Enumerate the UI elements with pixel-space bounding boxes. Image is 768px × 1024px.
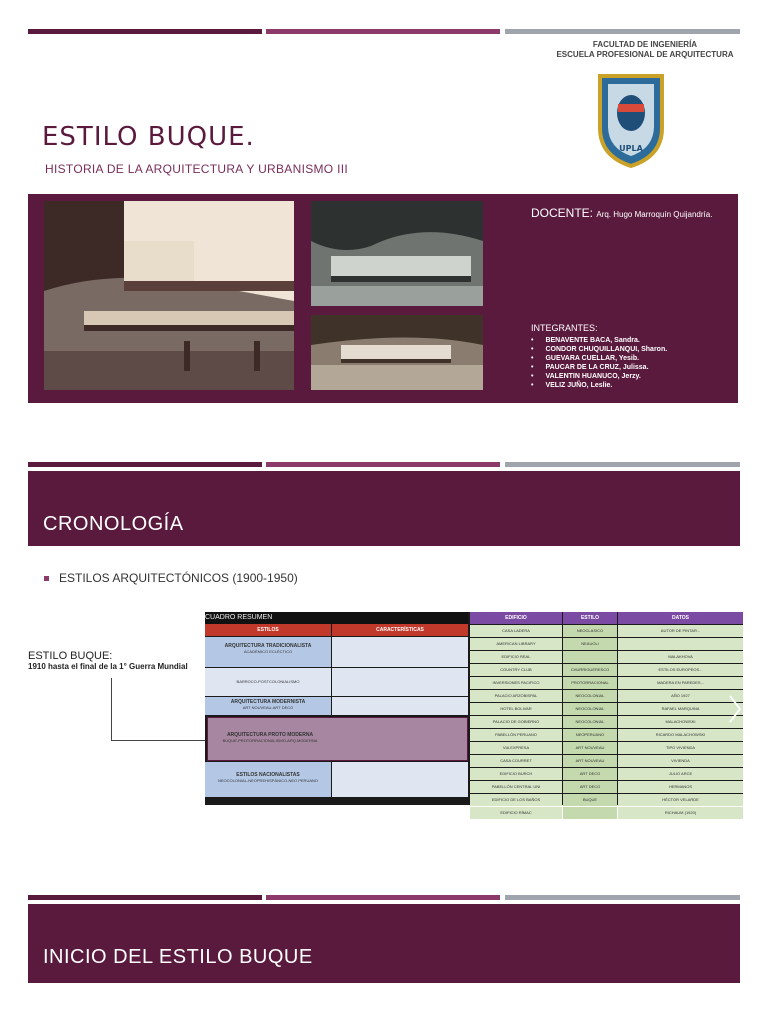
integrantes-label: INTEGRANTES:	[531, 323, 598, 333]
table-cell: RICHAUM (1920)	[618, 807, 743, 819]
table-cell: PABELLÓN CENTRAL UNI	[470, 781, 562, 793]
bullet-icon	[44, 576, 49, 581]
style-cell	[209, 733, 331, 753]
docente-line	[531, 206, 712, 220]
table-cell	[618, 638, 743, 650]
divider-bar	[28, 895, 262, 900]
characteristics-cell	[332, 762, 468, 797]
list-item: • VALENTIN HUANUCO, Jerzy.	[531, 372, 667, 381]
table-cell: NEOPERUANO	[563, 729, 617, 741]
table-cell: EDIFICIO RÍMAC	[470, 807, 562, 819]
table-cell: CASA COURRET	[470, 755, 562, 767]
style-cell	[205, 697, 331, 715]
table-title: CUADRO RESUMEN	[205, 612, 468, 624]
list-item: • CONDOR CHUQUILLANQUI, Sharon.	[531, 345, 667, 354]
table-cell: TIPO VIVIENDA	[618, 742, 743, 754]
table-cell: VIVIENDA	[618, 755, 743, 767]
summary-table	[205, 612, 743, 815]
callout-text: 1910 hasta el final de la 1° Guerra Mundial	[28, 662, 188, 671]
next-arrow-icon[interactable]	[728, 694, 742, 724]
callout-title: ESTILO BUQUE:	[28, 650, 113, 662]
divider-bar	[505, 895, 740, 900]
table-cell: RAFAEL MARQUINA	[618, 703, 743, 715]
divider-bar	[505, 462, 740, 467]
table-cell: COUNTRY CLUB	[470, 664, 562, 676]
table-cell: AÑO 1927	[618, 690, 743, 702]
table-cell: HOTEL BOLIVAR	[470, 703, 562, 715]
section-banner	[28, 904, 740, 983]
table-cell: EDIFICIO REAL	[470, 651, 562, 663]
table-header: DATOS	[618, 612, 743, 624]
table-cell: HERMANOS	[618, 781, 743, 793]
table-cell: PALACIO ARZOBISPAL	[470, 690, 562, 702]
table-cell: ART NOUVEAU	[563, 755, 617, 767]
style-name: ESTILOS NACIONALISTAS	[236, 772, 300, 778]
style-sub: BUQUE-PROTORRACIONALISMO-ARQ.MODERNA	[222, 738, 318, 743]
table-cell: MALAKHOVA	[618, 651, 743, 663]
list-item: • PAUCAR DE LA CRUZ, Julissa.	[531, 363, 667, 372]
page-subtitle: HISTORIA DE LA ARQUITECTURA Y URBANISMO III	[45, 162, 348, 176]
table-cell: NEOCLASICO	[563, 625, 617, 637]
characteristics-cell	[332, 637, 468, 667]
table-cell	[563, 651, 617, 663]
table-cell: HÉCTOR VELARDE	[618, 794, 743, 806]
table-cell: ART DECO	[563, 781, 617, 793]
table-cell: VIA EXPRESA	[470, 742, 562, 754]
bullet-text: ESTILOS ARQUITECTÓNICOS (1900-1950)	[59, 571, 298, 585]
table-cell: BUQUE	[563, 794, 617, 806]
table-header: CARACTERÍSTICAS	[332, 624, 468, 636]
table-cell: NEOCOLONIAL	[563, 703, 617, 715]
table-cell: NEAUOLI	[563, 638, 617, 650]
building-photo-large	[44, 201, 294, 390]
table-cell: ART DECO	[563, 768, 617, 780]
style-name: ARQUITECTURA TRADICIONALISTA	[224, 643, 312, 649]
faculty-name: FACULTAD DE INGENIERÍA	[592, 40, 698, 49]
table-cell: CASA LADERA	[470, 625, 562, 637]
table-header: ESTILOS	[205, 624, 331, 636]
divider-bar	[505, 29, 740, 34]
table-cell	[563, 807, 617, 819]
table-cell: RICARDO MALACHOWSKI	[618, 729, 743, 741]
style-sub: NEOCOLONIAL-NEOPREHISPÁNICO-NEO PERUANO	[217, 778, 319, 783]
divider-bar	[266, 895, 500, 900]
characteristics-cell	[332, 668, 468, 696]
characteristics-cell	[332, 697, 468, 715]
table-cell: AMERICAN LIBRARY	[470, 638, 562, 650]
style-sub: ART NOUVEAU-ART DECO	[242, 705, 294, 710]
table-cell: PABELLÓN PERUANO	[470, 729, 562, 741]
docente-label: DOCENTE:	[531, 206, 594, 220]
docente-name: Arq. Hugo Marroquín Quijandría.	[596, 210, 713, 219]
divider-bar	[28, 29, 262, 34]
table-cell: ESTILOS EUROPEOS...	[618, 664, 743, 676]
table-cell: ART NOUVEAU	[563, 742, 617, 754]
table-cell: MADERA EN PAREDES...	[618, 677, 743, 689]
table-cell: MALACHOWSKI	[618, 716, 743, 728]
section-banner	[28, 471, 740, 546]
table-cell: PALACIO DE GOBIERNO	[470, 716, 562, 728]
table-header: EDIFICIO	[470, 612, 562, 624]
style-cell	[205, 762, 331, 797]
table-cell: AUTOR DE PINTAR...	[618, 625, 743, 637]
section-heading: CRONOLOGÍA	[43, 513, 184, 535]
list-item: • VELIZ JUÑO, Leslie.	[531, 381, 667, 390]
integrantes-list	[531, 336, 667, 390]
callout-line	[111, 740, 207, 741]
logo-text: UPLA	[619, 144, 643, 153]
style-name: ARQUITECTURA MODERNISTA	[230, 699, 306, 705]
integrantes-block	[531, 323, 667, 390]
section-heading: INICIO DEL ESTILO BUQUE	[43, 946, 313, 968]
style-sub: BARROCO-POSTCOLONIALISMO	[236, 679, 300, 684]
style-cell	[205, 637, 331, 667]
style-name: ARQUITECTURA PROTO MODERNA	[226, 732, 314, 738]
style-cell	[205, 668, 331, 696]
style-sub: ACADÉMICO ECLÉCTICO	[243, 649, 293, 654]
divider-bar	[266, 29, 500, 34]
school-name: ESCUELA PROFESIONAL DE ARQUITECTURA	[556, 50, 734, 59]
table-cell: INVERSIONES PACIFICO	[470, 677, 562, 689]
table-header: ESTILO	[563, 612, 617, 624]
building-photo-top	[311, 201, 483, 306]
table-cell: NEOCOLONIAL	[563, 690, 617, 702]
table-cell: EDIFICIO BURCH	[470, 768, 562, 780]
table-cell: CHURRIGUERESCO	[563, 664, 617, 676]
divider-bar	[266, 462, 500, 467]
table-cell: EDIFICIO DE LOS BAÑOS	[470, 794, 562, 806]
list-item: • BENAVENTE BACA, Sandra.	[531, 336, 667, 345]
building-photo-bottom	[311, 315, 483, 390]
bullet-item	[44, 571, 298, 585]
callout	[28, 650, 208, 671]
table-cell: NEOCOLONIAL	[563, 716, 617, 728]
faculty-header	[540, 40, 750, 60]
divider-bar	[28, 462, 262, 467]
callout-line	[111, 678, 112, 740]
list-item: • GUEVARA CUELLAR, Yesib.	[531, 354, 667, 363]
table-cell: PROTORRACIONAL	[563, 677, 617, 689]
page-title: ESTILO BUQUE.	[42, 122, 255, 152]
table-cell: JULIO ARCE	[618, 768, 743, 780]
university-logo	[594, 68, 668, 168]
